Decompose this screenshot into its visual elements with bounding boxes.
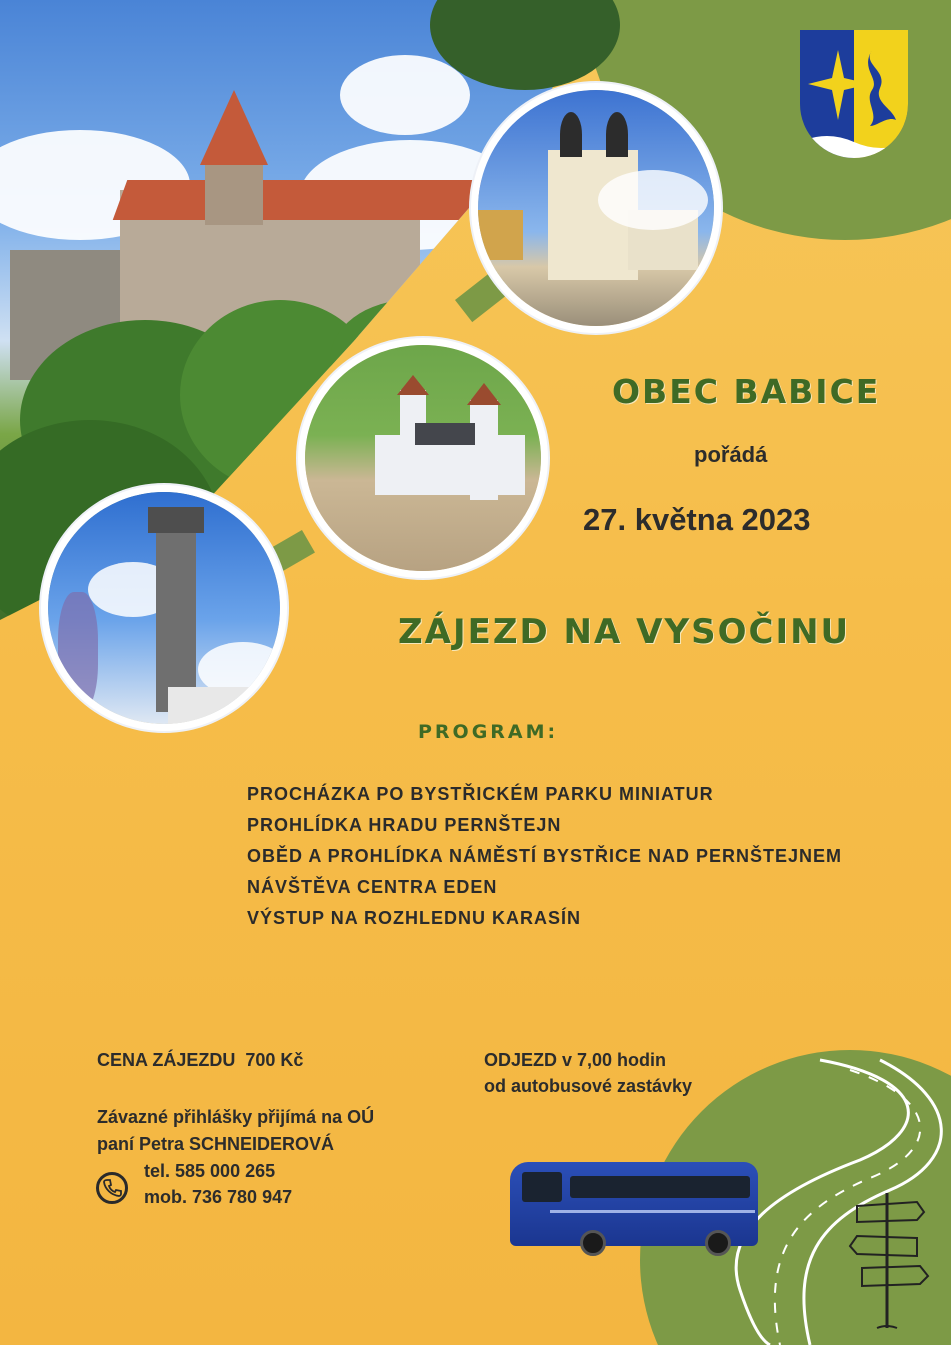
organizer-verb: pořádá (694, 442, 768, 467)
program-item: PROHLÍDKA HRADU PERNŠTEJN (247, 815, 562, 835)
organizer-title: OBEC BABICE (612, 372, 881, 411)
registration-line: Závazné přihlášky přijímá na OÚ (97, 1107, 375, 1127)
mobile-number: mob. 736 780 947 (144, 1187, 293, 1207)
program-item: NÁVŠTĚVA CENTRA EDEN (247, 877, 498, 897)
program-item: OBĚD A PROHLÍDKA NÁMĚSTÍ BYSTŘICE NAD PERNŠTEJNEM (247, 846, 843, 866)
program-item: VÝSTUP NA ROZHLEDNU KARASÍN (247, 908, 582, 928)
registration-contact-person: paní Petra SCHNEIDEROVÁ (97, 1134, 335, 1154)
program-heading: PROGRAM: (418, 721, 559, 743)
event-date: 27. května 2023 (583, 502, 811, 537)
event-title: ZÁJEZD NA VYSOČINU (398, 612, 851, 652)
program-item: PROCHÁZKA PO BYSTŘICKÉM PARKU MINIATUR (247, 784, 714, 804)
price-label: CENA ZÁJEZDU 700 Kč (97, 1050, 304, 1070)
signpost-illustration (842, 1188, 932, 1338)
departure-time: ODJEZD v 7,00 hodin (484, 1050, 667, 1070)
phone-number: tel. 585 000 265 (144, 1161, 276, 1181)
bus-illustration (510, 1162, 758, 1246)
departure-place: od autobusové zastávky (484, 1076, 693, 1096)
